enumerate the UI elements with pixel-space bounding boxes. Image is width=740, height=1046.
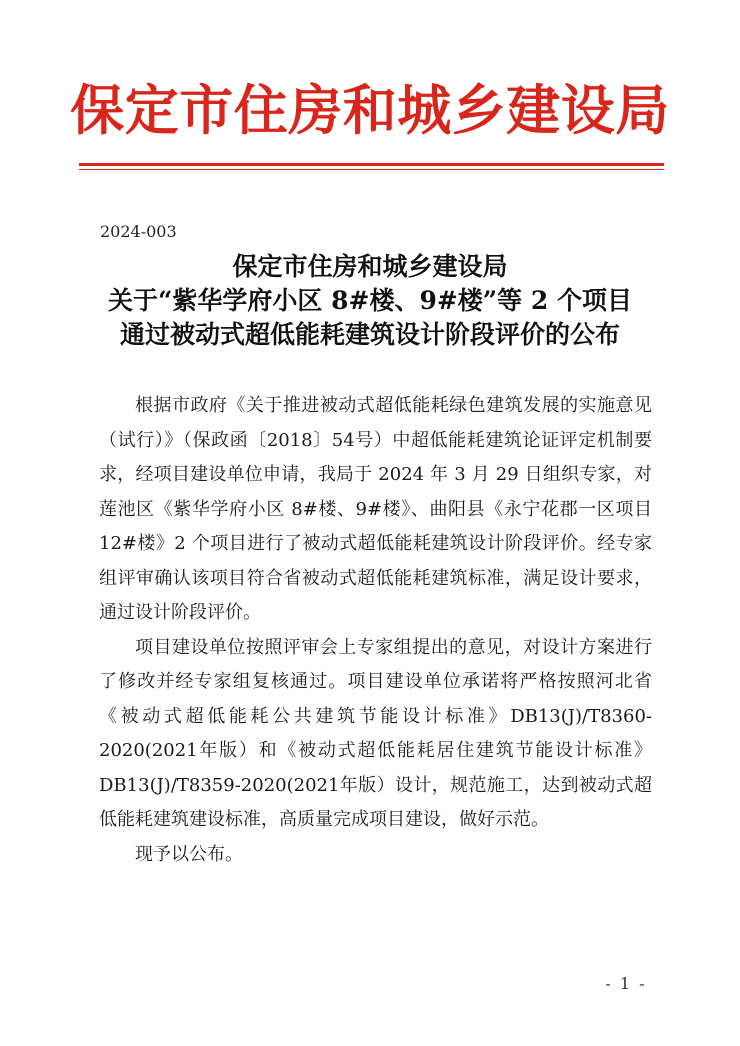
title-line-1: 保定市住房和城乡建设局	[232, 252, 508, 281]
paragraph-1: 根据市政府《关于推进被动式超低能耗绿色建筑发展的实施意见（试行）》（保政函〔2018〕54号）中超低能耗建筑论证评定机制要求，经项目建设单位申请，我局于 2024 年 3 月 29 日组织专家，对莲池区《紫华学府小区 8#楼、9#楼》、曲阳县《永宁花郡一区项目 12#楼》2 个项目进行了被动式超低能耗建筑设计阶段评价。经专家组评审确认该项目符合省被动式超低能耗建筑标准，满足设计要求，通过设计阶段评价。	[99, 395, 652, 623]
page-number: - 1 -	[605, 974, 647, 993]
title-line-3: 通过被动式超低能耗建筑设计阶段评价的公布	[119, 320, 620, 349]
document-body	[99, 389, 652, 872]
paragraph-3: 现予以公布。	[135, 843, 243, 865]
document-number: 2024-003	[100, 222, 177, 241]
document-title	[60, 250, 680, 352]
title-line-2: 关于“紫华学府小区 8#楼、9#楼”等 2 个项目	[108, 286, 632, 315]
paragraph-2: 项目建设单位按照评审会上专家组提出的意见，对设计方案进行了修改并经专家组复核通过。项目建设单位承诺将严格按照河北省《被动式超低能耗公共建筑节能设计标准》DB13(J)/T8360-2020(2021年版）和《被动式超低能耗居住建筑节能设计标准》DB13(J)/T8359-2020(2021年版）设计，规范施工，达到被动式超低能耗建筑建设标准，高质量完成项目建设，做好示范。	[99, 636, 652, 830]
agency-masthead: 保定市住房和城乡建设局	[70, 79, 670, 142]
masthead-rule-thin	[79, 169, 664, 170]
masthead-rule-thick	[79, 163, 664, 166]
